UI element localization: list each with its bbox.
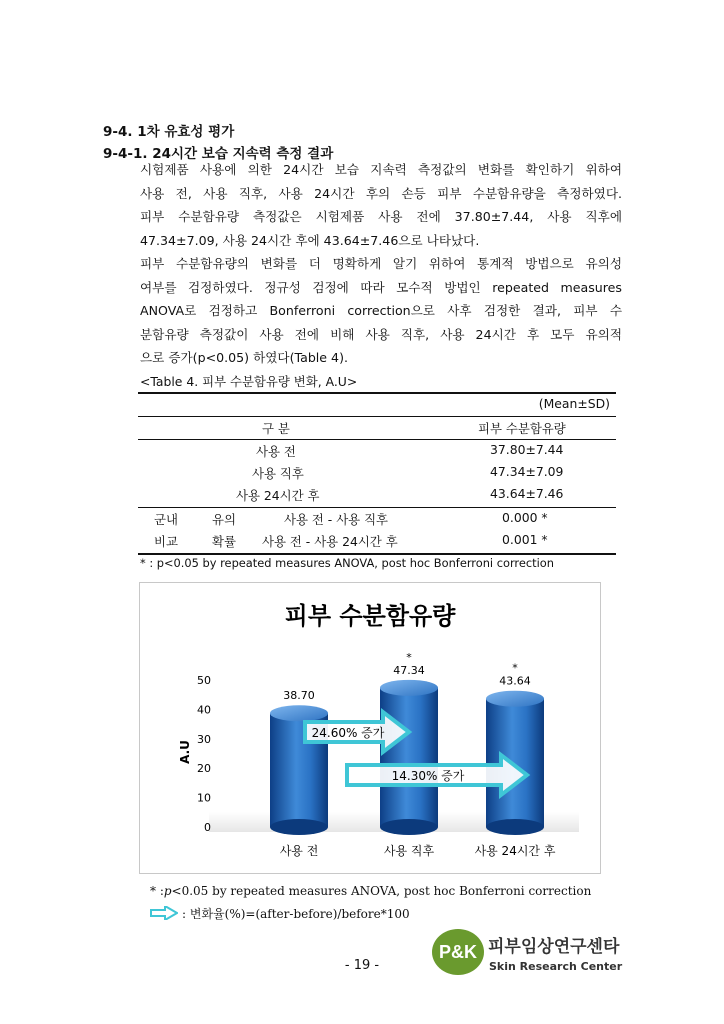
bar-base (380, 819, 438, 835)
table-unit: (Mean±SD) (538, 396, 610, 411)
note-text: <0.05 by repeated measures ANOVA, post hoc Bonferroni correction (171, 884, 592, 898)
table-stat-row (138, 508, 616, 530)
significance-marker: * (406, 650, 412, 664)
section-heading: 9-4. 1차 유효성 평가 (103, 124, 235, 140)
bar (270, 689, 328, 835)
note-p: p (163, 884, 172, 898)
chart-note-significance (150, 880, 591, 902)
table-unit-row (138, 394, 616, 416)
bar-top (486, 691, 544, 707)
x-tick-label: 사용 24시간 후 (474, 844, 556, 858)
table-row (138, 440, 616, 462)
bar-body (486, 699, 544, 827)
stat-comparison: 사용 전 - 사용 직후 (284, 512, 389, 527)
bar-base (270, 819, 328, 835)
bar-chart (139, 582, 601, 874)
y-tick-label: 0 (204, 821, 211, 834)
table-row (138, 462, 616, 484)
paragraph-line: ANOVA로 검정하고 Bonferroni correction으로 사후 검정한 결과, 피부 수 (140, 303, 622, 318)
body-paragraph (140, 158, 622, 370)
logo-english: Skin Research Center (489, 960, 623, 973)
note-prefix: * : (150, 884, 164, 898)
table-header-row (138, 417, 616, 439)
bar-top (270, 705, 328, 721)
chart-note-rate (150, 902, 591, 924)
table-stat-row (138, 530, 616, 552)
paragraph-line: 여부를 검정하였다. 정규성 검정에 따라 모수적 방법인 repeated measures (140, 279, 622, 295)
y-tick-label: 50 (197, 674, 211, 687)
chart-container (139, 582, 601, 874)
row-label: 사용 전 (256, 444, 296, 459)
paragraph-line: 피부 수분함유량 측정값은 시험제품 사용 전에 37.80±7.44, 사용 직후에 (140, 209, 622, 224)
stat-kind: 확률 (212, 534, 236, 549)
stat-group: 군내 (154, 512, 178, 527)
stat-comparison: 사용 전 - 사용 24시간 후 (262, 534, 398, 549)
row-label: 사용 직후 (252, 466, 304, 481)
table-bottom-rule (138, 553, 616, 555)
row-value: 47.34±7.09 (490, 464, 564, 479)
arrow-label: 24.60% 증가 (311, 726, 385, 740)
paragraph-line: 시험제품 사용에 의한 24시간 보습 지속력 측정값의 변화를 확인하기 위하여 (140, 162, 622, 177)
stat-group: 비교 (154, 534, 178, 549)
paragraph-line: 피부 수분함유량의 변화를 더 명확하게 알기 위하여 통계적 방법으로 유의성 (140, 256, 622, 271)
page-number: - 19 - (344, 958, 380, 973)
bar-top (380, 680, 438, 696)
row-label: 사용 24시간 후 (236, 488, 320, 503)
bar-value-label: 47.34 (393, 663, 425, 677)
paragraph-line: 분함유량 측정값이 사용 전에 비해 사용 직후, 사용 24시간 후 모두 유의적 (140, 326, 622, 342)
bar-value-label: 38.70 (283, 689, 315, 703)
bar-base (486, 819, 544, 835)
y-tick-label: 30 (197, 732, 211, 746)
chart-title: 피부 수분함유량 (284, 602, 456, 630)
bar-body (380, 688, 438, 827)
arrow-label: 14.30% 증가 (391, 769, 465, 783)
table-header-value: 피부 수분함유량 (478, 421, 566, 436)
subsection-heading: 9-4-1. 24시간 보습 지속력 측정 결과 (103, 146, 334, 162)
table-footnote: * : p<0.05 by repeated measures ANOVA, post hoc Bonferroni correction (140, 556, 554, 570)
x-tick-label: 사용 전 (279, 844, 319, 858)
paragraph-line: 사용 전, 사용 직후, 사용 24시간 후의 손등 피부 수분함유량을 측정하였다. (140, 185, 622, 201)
stat-value: 0.001 * (502, 532, 548, 547)
table-row (138, 484, 616, 506)
bar-value-label: 43.64 (499, 674, 531, 688)
row-value: 37.80±7.44 (490, 442, 564, 457)
y-tick-label: 40 (197, 703, 211, 717)
row-value: 43.64±7.46 (490, 486, 564, 501)
table-caption: <Table 4. 피부 수분함유량 변화, A.U> (140, 374, 358, 389)
x-tick-label: 사용 직후 (383, 844, 435, 858)
stat-value: 0.000 * (502, 510, 548, 525)
arrow-icon (150, 906, 178, 920)
y-axis-label: A.U (178, 740, 192, 764)
logo-mark: P&K (438, 942, 478, 962)
table-header-category: 구 분 (262, 421, 290, 436)
chart-notes (150, 880, 591, 924)
note-rate-text: : 변화율(%)=(after-before)/before*100 (182, 906, 410, 921)
paragraph-line: 으로 증가(p<0.05) 하였다(Table 4). (140, 350, 348, 365)
logo-korean: 피부임상연구센타 (488, 937, 620, 957)
significance-marker: * (512, 661, 518, 675)
stat-kind: 유의 (212, 512, 236, 527)
paragraph-line: 47.34±7.09, 사용 24시간 후에 43.64±7.46으로 나타났다. (140, 232, 480, 248)
y-tick-label: 10 (197, 791, 211, 805)
y-tick-label: 20 (197, 762, 211, 776)
